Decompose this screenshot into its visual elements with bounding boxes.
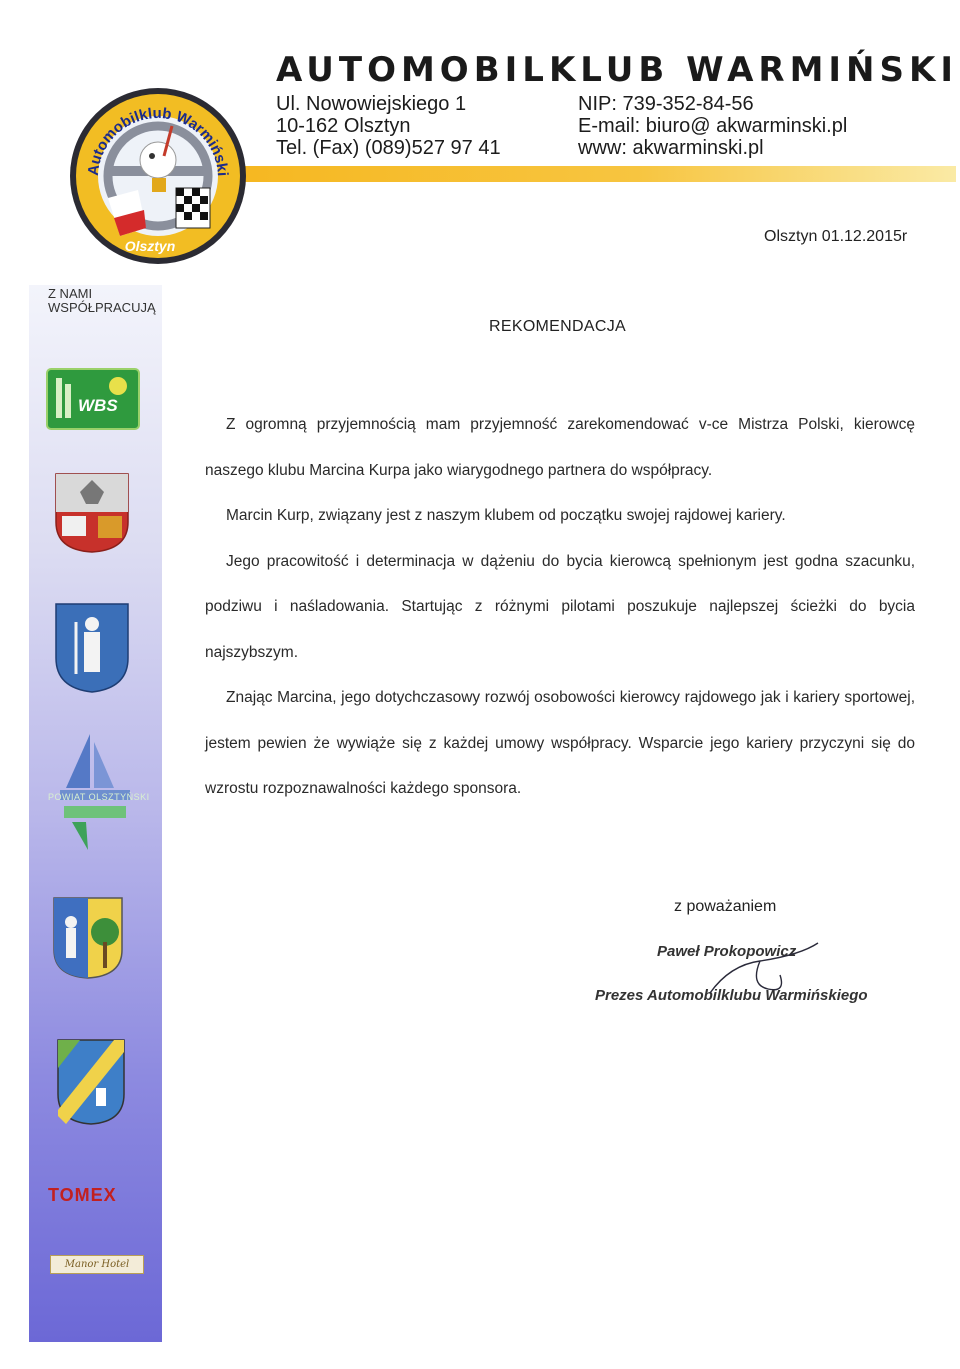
partners-label: Z NAMI WSPÓŁPRACUJĄ bbox=[48, 286, 156, 315]
phone-fax: Tel. (Fax) (089)527 97 41 bbox=[276, 137, 501, 159]
paragraph: Z ogromną przyjemnością mam przyjemność zarekomendować v-ce Mistrza Polski, kierowcę naszego klubu Marcina Kurpa jako wiarygodnego partnera do współpracy. bbox=[205, 416, 915, 479]
paragraph: Jego pracowitość i determinacja w dążeniu do bycia kierowcą spełnionym jest godna szacunku, podziwu i naśladowania. Startując z różnymi pilotami poszukuje najlepszej ścieżki do bycia najszybszym. bbox=[205, 552, 915, 661]
address-block bbox=[276, 93, 501, 159]
handwritten-signature bbox=[690, 935, 830, 1015]
tomex-logo: TOMEX bbox=[48, 1185, 117, 1205]
club-logo bbox=[68, 86, 248, 266]
logo-city-text: Olsztyn bbox=[124, 238, 176, 254]
letter-body bbox=[205, 402, 915, 812]
letter-date: Olsztyn 01.12.2015r bbox=[764, 228, 908, 245]
address-street: Ul. Nowowiejskiego 1 bbox=[276, 93, 467, 115]
letter-heading: REKOMENDACJA bbox=[489, 318, 626, 335]
closing-phrase: z poważaniem bbox=[674, 898, 777, 915]
logo-ring-text: Automobilklub Warmiński bbox=[84, 104, 231, 177]
address-city: 10-162 Olsztyn bbox=[276, 115, 411, 137]
wbs-logo bbox=[46, 368, 140, 430]
gmina-coat-of-arms-1-icon bbox=[52, 896, 124, 980]
club-title: AUTOMOBILKLUB WARMIŃSKI bbox=[276, 50, 958, 90]
website-address: www: akwarminski.pl bbox=[578, 137, 764, 159]
gmina-coat-of-arms-2-icon bbox=[56, 1038, 126, 1126]
nip-number: NIP: 739-352-84-56 bbox=[578, 93, 754, 115]
manor-hotel-logo: Manor Hotel bbox=[50, 1255, 144, 1274]
contact-block bbox=[578, 93, 847, 159]
signer-title: Prezes Automobilklubu Warmińskiego bbox=[595, 987, 868, 1004]
paragraph: Znając Marcina, jego dotychczasowy rozwój osobowości kierowcy rajdowego jak i kariery sportowej, jestem pewien że wywiąże się z każdej umowy współpracy. Wsparcie jego kariery przyczyni się do wzrostu rozpoznawalności każdego sponsora. bbox=[205, 689, 915, 797]
header-divider-bar bbox=[160, 166, 956, 182]
checkered-flag-icon bbox=[176, 188, 210, 228]
paragraph: Marcin Kurp, związany jest z naszym klubem od początku swojej rajdowej kariery. bbox=[226, 507, 786, 524]
signer-name: Paweł Prokopowicz bbox=[657, 943, 797, 960]
warmia-mazury-coat-of-arms-icon bbox=[54, 472, 130, 554]
email-address: E-mail: biuro@ akwarminski.pl bbox=[578, 115, 848, 137]
powiat-label: POWIAT OLSZTYŃSKI bbox=[48, 792, 150, 802]
wbs-label: WBS bbox=[78, 396, 118, 415]
olsztyn-coat-of-arms-icon bbox=[54, 602, 130, 694]
powiat-olsztynski-logo bbox=[46, 732, 146, 850]
